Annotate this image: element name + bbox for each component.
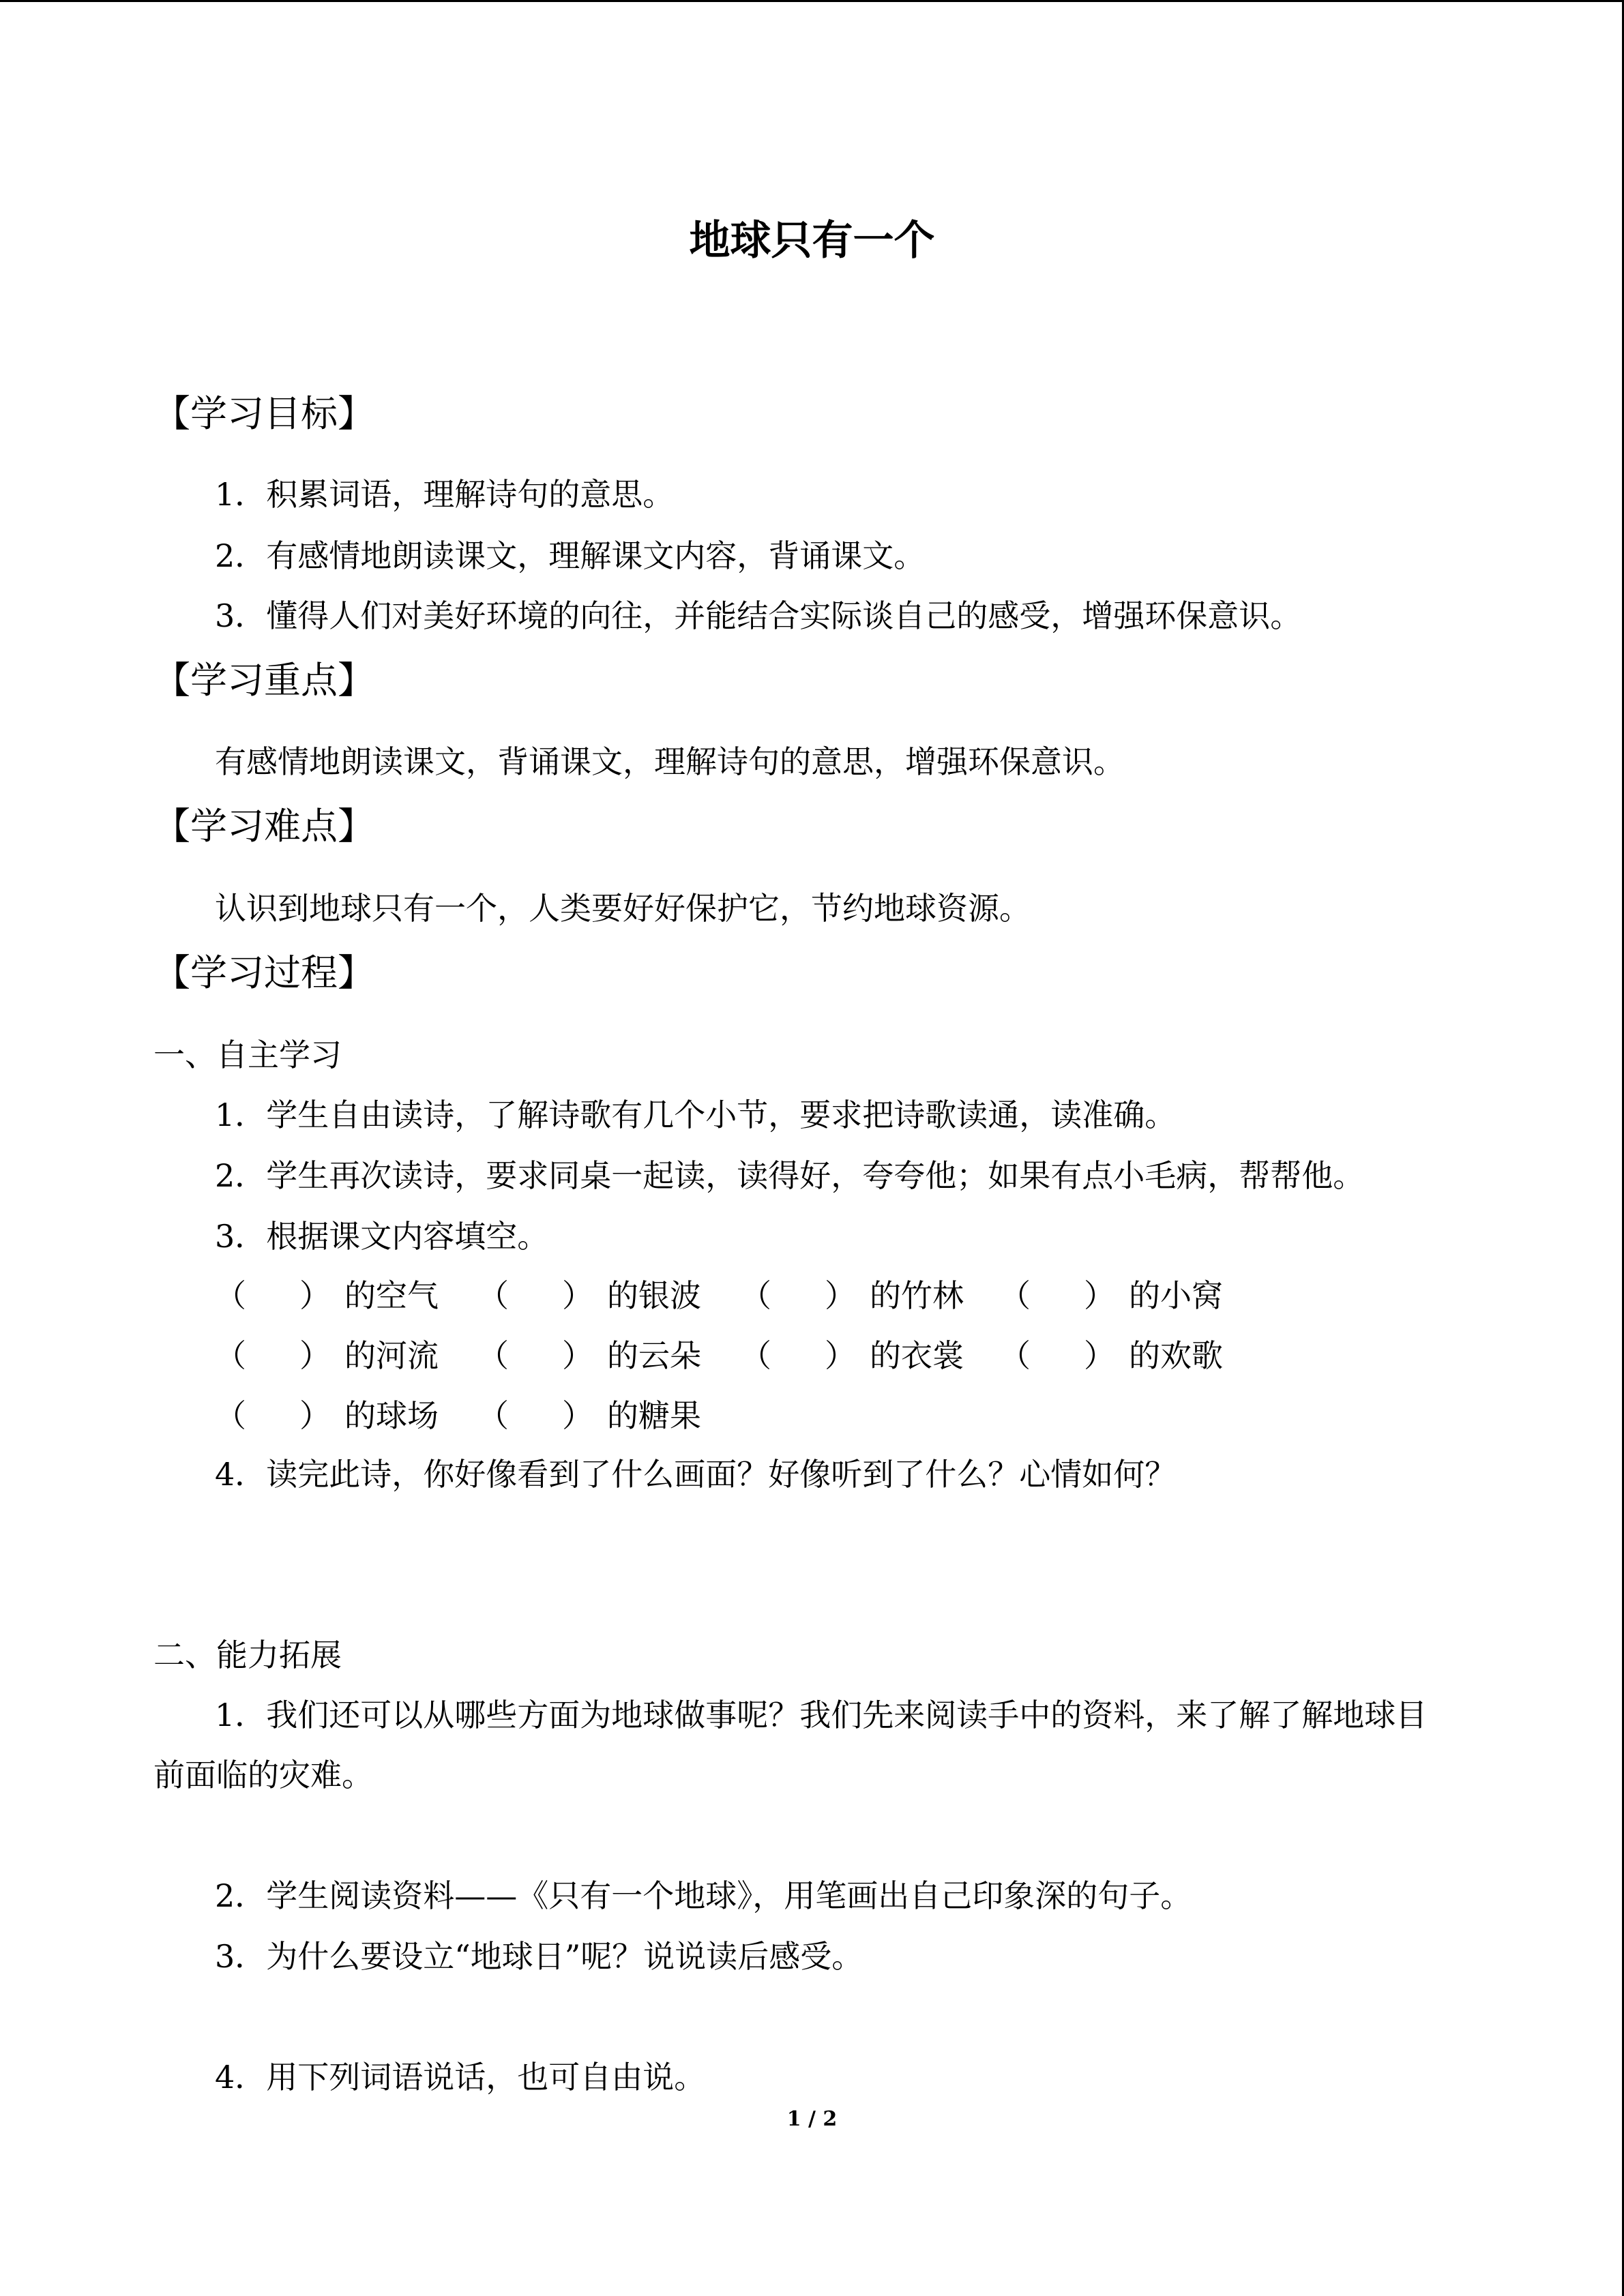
page-number: 1 / 2: [786, 2107, 838, 2131]
blank-cell: （ ） 的衣裳: [740, 1337, 964, 1374]
part2-item-4: 4．用下列词语说话，也可自由说。: [215, 2059, 706, 2096]
heading-goals: 【学习目标】: [153, 392, 374, 435]
part1-item-4: 4．读完此诗，你好像看到了什么画面？好像听到了什么？心情如何？: [215, 1456, 1177, 1493]
part2-item-3: 3．为什么要设立“地球日”呢？说说读后感受。: [215, 1938, 863, 1975]
blank-cell: （ ） 的河流: [215, 1337, 439, 1374]
blank-cell: （ ） 的空气: [215, 1277, 439, 1314]
part1-title: 一、自主学习: [153, 1037, 342, 1073]
part2-title: 二、能力拓展: [153, 1637, 342, 1673]
part1-item-3: 3．根据课文内容填空。: [215, 1218, 549, 1255]
blank-cell: （ ） 的糖果: [477, 1397, 701, 1434]
part1-item-1: 1．学生自由读诗，了解诗歌有几个小节，要求把诗歌读通，读准确。: [215, 1097, 1177, 1133]
blank-cell: （ ） 的欢歌: [999, 1337, 1223, 1374]
part1-item-2: 2．学生再次读诗，要求同桌一起读，读得好，夸夸他；如果有点小毛病，帮帮他。: [215, 1157, 1365, 1194]
blank-cell: （ ） 的小窝: [999, 1277, 1223, 1314]
heading-process: 【学习过程】: [153, 951, 374, 994]
page-title: 地球只有一个: [689, 217, 935, 265]
blank-cell: （ ） 的球场: [215, 1397, 439, 1434]
top-border: [0, 0, 1624, 2]
part2-item-1-line1: 1．我们还可以从哪些方面为地球做事呢？我们先来阅读手中的资料，来了解了解地球目: [215, 1697, 1428, 1733]
goal-item-2: 2．有感情地朗读课文，理解课文内容，背诵课文。: [215, 537, 926, 574]
heading-difficulty: 【学习难点】: [153, 805, 374, 848]
heading-focus: 【学习重点】: [153, 659, 374, 702]
focus-text: 有感情地朗读课文，背诵课文，理解诗句的意思，增强环保意识。: [215, 743, 1125, 780]
goal-item-3: 3．懂得人们对美好环境的向往，并能结合实际谈自己的感受，增强环保意识。: [215, 597, 1302, 634]
part2-item-1-line2: 前面临的灾难。: [153, 1757, 373, 1793]
blank-cell: （ ） 的竹林: [740, 1277, 964, 1314]
part2-item-2: 2．学生阅读资料——《只有一个地球》，用笔画出自己印象深的句子。: [215, 1877, 1192, 1914]
goal-item-1: 1．积累词语，理解诗句的意思。: [215, 476, 675, 513]
blank-cell: （ ） 的云朵: [477, 1337, 701, 1374]
blank-cell: （ ） 的银波: [477, 1277, 701, 1314]
difficulty-text: 认识到地球只有一个，人类要好好保护它，节约地球资源。: [215, 890, 1031, 927]
